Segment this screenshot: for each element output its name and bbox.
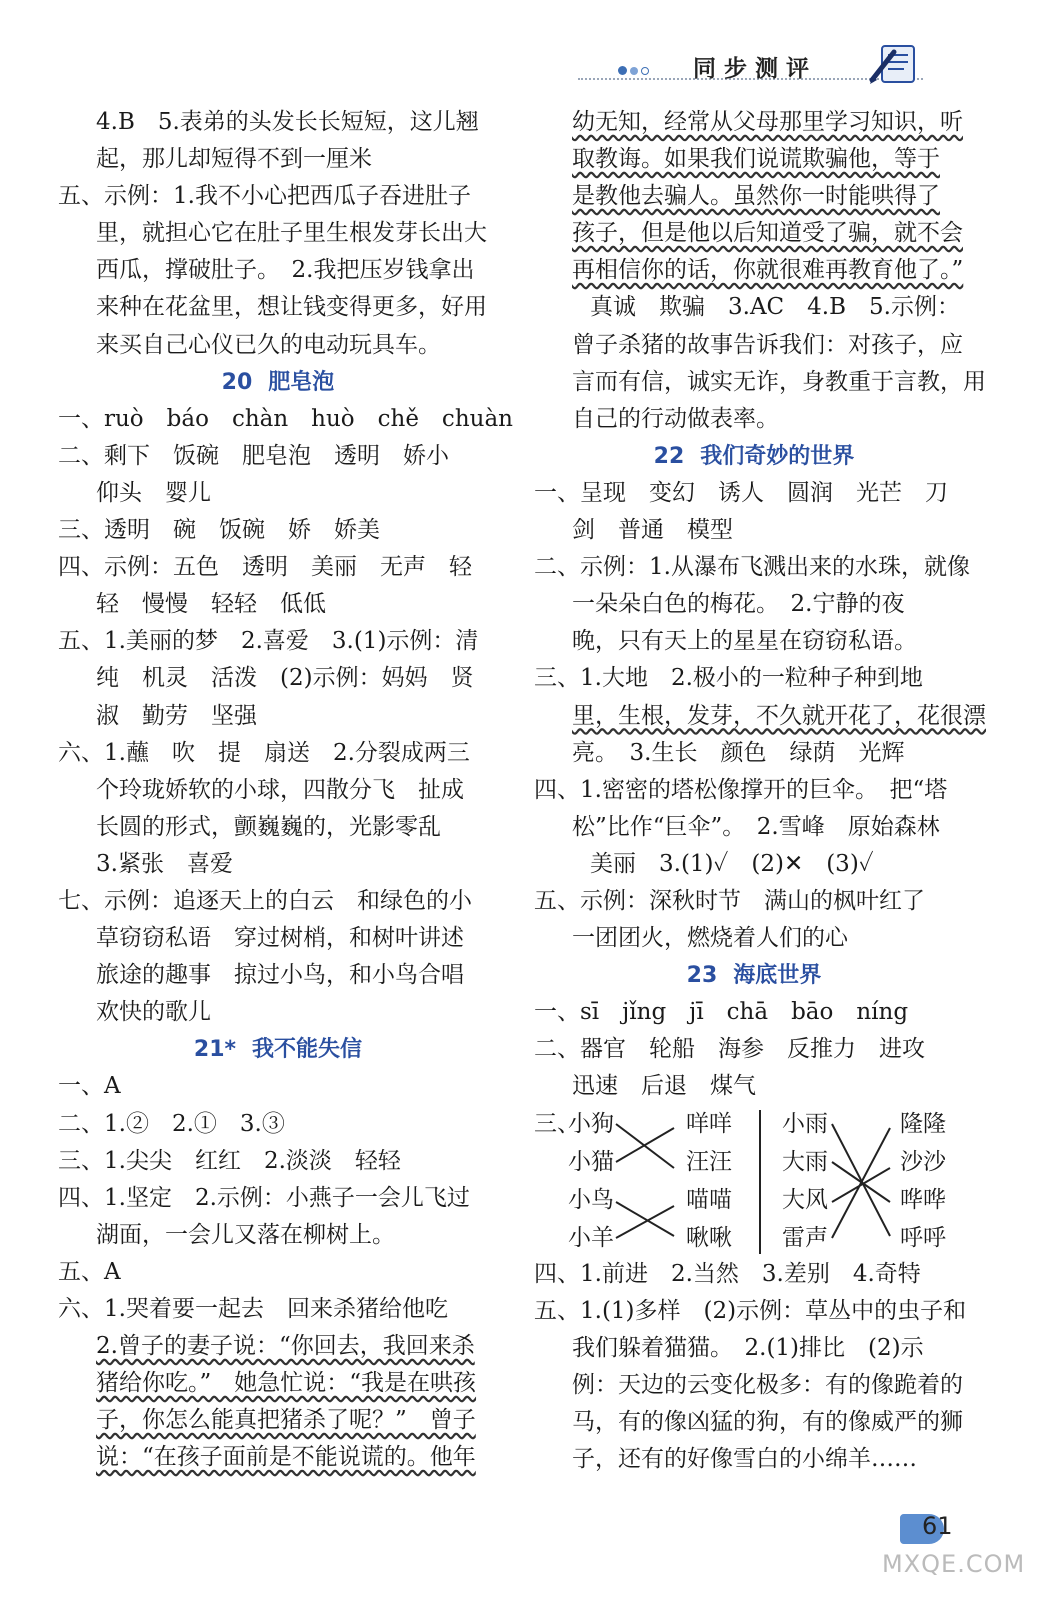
answer-line: 迅速 后退 煤气 bbox=[572, 1073, 756, 1100]
match-word: 沙沙 bbox=[900, 1148, 946, 1175]
answer-line: 四、1.前进 2.当然 3.差别 4.奇特 bbox=[534, 1260, 921, 1287]
match-word: 小雨 bbox=[782, 1110, 828, 1137]
answer-line: 六、1.蘸 吹 提 扇送 2.分裂成两三 bbox=[58, 739, 470, 766]
answer-line: 起，那儿却短得不到一厘米 bbox=[96, 146, 372, 173]
match-word: 小狗 bbox=[568, 1110, 614, 1137]
pen-notebook-icon bbox=[868, 40, 924, 88]
matching-exercise bbox=[534, 1106, 974, 1256]
match-word: 汪汪 bbox=[686, 1148, 732, 1175]
answer-line: 例：天边的云变化极多：有的像跪着的 bbox=[572, 1371, 963, 1398]
answer-line: 四、1.坚定 2.示例：小燕子一会儿飞过 bbox=[58, 1184, 470, 1211]
answer-line: 曾子杀猪的故事告诉我们：对孩子，应 bbox=[572, 331, 963, 358]
match-word: 雷声 bbox=[782, 1224, 828, 1251]
answer-line: 四、示例：五色 透明 美丽 无声 轻 bbox=[58, 554, 472, 581]
answer-line-underlined: 取教诲。如果我们说谎欺骗他，等于 bbox=[572, 146, 940, 173]
answer-line: 言而有信，诚实无诈，身教重于言教，用 bbox=[572, 368, 986, 395]
match-word: 啾啾 bbox=[686, 1224, 732, 1251]
answer-line: 七、示例：追逐天上的白云 和绿色的小 bbox=[58, 887, 472, 914]
answer-line: 一、sī jǐng jī chā bāo níng bbox=[534, 999, 909, 1026]
right-column bbox=[534, 104, 986, 1478]
answer-line: 子，还有的好像雪白的小绵羊…… bbox=[572, 1446, 917, 1472]
answer-line: 来买自己心仪已久的电动玩具车。 bbox=[96, 331, 441, 358]
page-header bbox=[578, 38, 948, 88]
answer-line-underlined: 里，生根，发芽，不久就开花了，花很漂 bbox=[572, 702, 986, 729]
match-word: 咩咩 bbox=[686, 1110, 732, 1137]
page-number-text: 61 bbox=[922, 1512, 953, 1540]
answer-line: 一朵朵白色的梅花。 2.宁静的夜 bbox=[572, 591, 905, 618]
answer-line: 剑 普通 模型 bbox=[572, 517, 733, 544]
section-heading-21: 21* 我不能失信 bbox=[193, 1037, 363, 1063]
answer-line: 六、1.哭着要一起去 回来杀猪给他吃 bbox=[58, 1296, 448, 1322]
match-word: 小猫 bbox=[568, 1148, 614, 1175]
answer-line: 五、1.(1)多样 (2)示例：草丛中的虫子和 bbox=[534, 1297, 967, 1324]
watermark: MXQE.COM bbox=[882, 1550, 1026, 1578]
answer-line: 二、器官 轮船 海参 反推力 进攻 bbox=[534, 1036, 925, 1063]
page-number bbox=[900, 1512, 960, 1552]
answer-line-underlined: 子，你怎么能真把猪杀了呢？” 曾子 bbox=[96, 1407, 476, 1434]
section-heading-20: 20 肥皂泡 bbox=[221, 369, 335, 395]
answer-line-underlined: 再相信你的话，你就很难再教育他了。” bbox=[572, 257, 964, 284]
answer-line: 轻 慢慢 轻轻 低低 bbox=[96, 591, 326, 618]
answer-line: 欢快的歌儿 bbox=[96, 999, 211, 1026]
answer-line: 个玲珑娇软的小球，四散分飞 扯成 bbox=[96, 776, 464, 803]
answer-line: 五、示例：1.我不小心把西瓜子吞进肚子 bbox=[58, 183, 471, 210]
answer-line: 松”比作“巨伞”。 2.雪峰 原始森林 bbox=[572, 813, 940, 840]
answer-line: 四、1.密密的塔松像撑开的巨伞。 把“塔 bbox=[534, 776, 948, 803]
answer-line: 三、1.尖尖 红红 2.淡淡 轻轻 bbox=[58, 1147, 401, 1174]
answer-line: 五、示例：深秋时节 满山的枫叶红了 bbox=[534, 887, 925, 914]
answer-line: 一、A bbox=[58, 1073, 121, 1100]
answer-line: 长圆的形式，颤巍巍的，光影零乱 bbox=[96, 813, 441, 840]
answer-line-underlined: 2.曾子的妻子说：“你回去，我回来杀 bbox=[96, 1333, 475, 1360]
answer-line: 五、A bbox=[58, 1258, 121, 1285]
section-heading-22: 22 我们奇妙的世界 bbox=[653, 443, 855, 469]
match-word: 呼呼 bbox=[900, 1224, 946, 1251]
answer-line: 亮。 3.生长 颜色 绿荫 光辉 bbox=[572, 739, 905, 766]
answer-line: 晚，只有天上的星星在窃窃私语。 bbox=[572, 628, 917, 655]
left-column bbox=[58, 104, 513, 1476]
answer-line: 纯 机灵 活泼 (2)示例：妈妈 贤 bbox=[96, 665, 474, 692]
match-word: 小鸟 bbox=[568, 1186, 614, 1213]
answer-line: 马，有的像凶猛的狗，有的像威严的狮 bbox=[572, 1408, 963, 1435]
answer-line: 我们躲着猫猫。 2.(1)排比 (2)示 bbox=[572, 1334, 924, 1361]
answer-line: 草窃窃私语 穿过树梢，和树叶讲述 bbox=[96, 925, 464, 952]
answer-line: 来种在花盆里，想让钱变得更多，好用 bbox=[96, 294, 487, 321]
answer-line: 一、呈现 变幻 诱人 圆润 光芒 刀 bbox=[534, 479, 948, 506]
answer-line: 美丽 3.(1)✓ (2)✕ (3)✓ bbox=[590, 850, 874, 877]
answer-line: 二、1.② 2.① 3.③ bbox=[58, 1110, 285, 1137]
answer-line: 二、剩下 饭碗 肥皂泡 透明 娇小 bbox=[58, 442, 449, 469]
answer-line: 自己的行动做表率。 bbox=[572, 405, 779, 432]
answer-line-underlined: 孩子，但是他以后知道受了骗，就不会 bbox=[572, 220, 963, 247]
answer-line: 3.紧张 喜爱 bbox=[96, 850, 233, 877]
answer-line: 4.B 5.表弟的头发长长短短，这儿翘 bbox=[96, 109, 479, 135]
answer-line: 湖面，一会儿又落在柳树上。 bbox=[96, 1221, 395, 1248]
answer-line-underlined: 说：“在孩子面前是不能说谎的。他年 bbox=[96, 1444, 476, 1471]
answer-line-underlined: 幼无知，经常从父母那里学习知识，听 bbox=[572, 109, 963, 135]
match-prefix: 三、 bbox=[534, 1110, 580, 1137]
header-title: 同步测评 bbox=[693, 56, 817, 82]
answer-line-underlined: 猪给你吃。” 她急忙说：“我是在哄孩 bbox=[96, 1370, 477, 1397]
match-word: 哗哗 bbox=[900, 1186, 946, 1213]
section-heading-23: 23 海底世界 bbox=[686, 963, 822, 989]
answer-line: 仰头 婴儿 bbox=[96, 479, 211, 506]
answer-line: 真诚 欺骗 3.AC 4.B 5.示例： bbox=[590, 294, 960, 321]
answer-line-underlined: 是教他去骗人。虽然你一时能哄得了 bbox=[572, 183, 940, 210]
answer-line: 淑 勤劳 坚强 bbox=[96, 702, 257, 729]
answer-line: 西瓜，撑破肚子。 2.我把压岁钱拿出 bbox=[96, 257, 475, 284]
match-word: 喵喵 bbox=[686, 1186, 732, 1213]
answer-line: 里，就担心它在肚子里生根发芽长出大 bbox=[96, 220, 487, 247]
answer-line: 五、1.美丽的梦 2.喜爱 3.(1)示例：清 bbox=[58, 628, 479, 655]
answer-line: 三、1.大地 2.极小的一粒种子种到地 bbox=[534, 665, 923, 692]
answer-line: 旅途的趣事 掠过小鸟，和小鸟合唱 bbox=[96, 962, 464, 989]
header-dots-icon bbox=[618, 60, 652, 79]
match-word: 大风 bbox=[782, 1186, 828, 1213]
match-word: 小羊 bbox=[568, 1224, 614, 1251]
answer-line: 一团团火，燃烧着人们的心 bbox=[572, 925, 848, 952]
match-word: 隆隆 bbox=[900, 1110, 946, 1137]
answer-line: 三、透明 碗 饭碗 娇 娇美 bbox=[58, 517, 380, 544]
answer-line: 二、示例：1.从瀑布飞溅出来的水珠，就像 bbox=[534, 554, 970, 581]
match-word: 大雨 bbox=[782, 1148, 828, 1175]
answer-line: 一、ruò báo chàn huò chě chuàn bbox=[58, 405, 513, 432]
